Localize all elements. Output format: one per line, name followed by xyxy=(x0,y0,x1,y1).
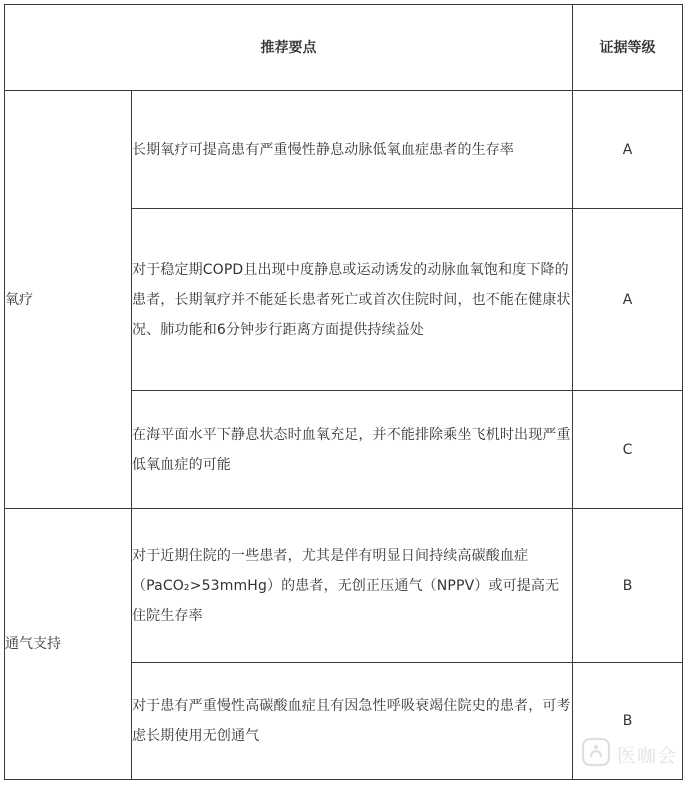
yikahui-logo-icon xyxy=(581,737,611,771)
evidence-grade: B xyxy=(573,509,683,663)
watermark xyxy=(581,737,677,771)
evidence-grade: A xyxy=(573,91,683,209)
category-cell-ventilation: 通气支持 xyxy=(5,509,132,780)
recommendation-point: 在海平面水平下静息状态时血氧充足，并不能排除乘坐飞机时出现严重低氧血症的可能 xyxy=(132,391,573,509)
recommendation-point: 对于患有严重慢性高碳酸血症且有因急性呼吸衰竭住院史的患者，可考虑长期使用无创通气 xyxy=(132,663,573,780)
recommendation-point: 对于稳定期COPD且出现中度静息或运动诱发的动脉血氧饱和度下降的患者，长期氧疗并不能延长患者死亡或首次住院时间，也不能在健康状况、肺功能和6分钟步行距离方面提供持续益处 xyxy=(132,209,573,391)
table-row xyxy=(5,91,683,209)
category-cell-oxygen: 氧疗 xyxy=(5,91,132,509)
recommendation-table xyxy=(4,4,683,780)
table-row xyxy=(5,509,683,663)
header-points: 推荐要点 xyxy=(5,5,573,91)
header-row xyxy=(5,5,683,91)
recommendation-point: 对于近期住院的一些患者，尤其是伴有明显日间持续高碳酸血症（PaCO₂>53mmHg）的患者，无创正压通气（NPPV）或可提高无住院生存率 xyxy=(132,509,573,663)
evidence-grade: B xyxy=(573,663,683,780)
evidence-grade: C xyxy=(573,391,683,509)
watermark-text: 医咖会 xyxy=(616,744,677,767)
recommendation-point: 长期氧疗可提高患有严重慢性静息动脉低氧血症患者的生存率 xyxy=(132,91,573,209)
evidence-grade: A xyxy=(573,209,683,391)
header-grade: 证据等级 xyxy=(573,5,683,91)
